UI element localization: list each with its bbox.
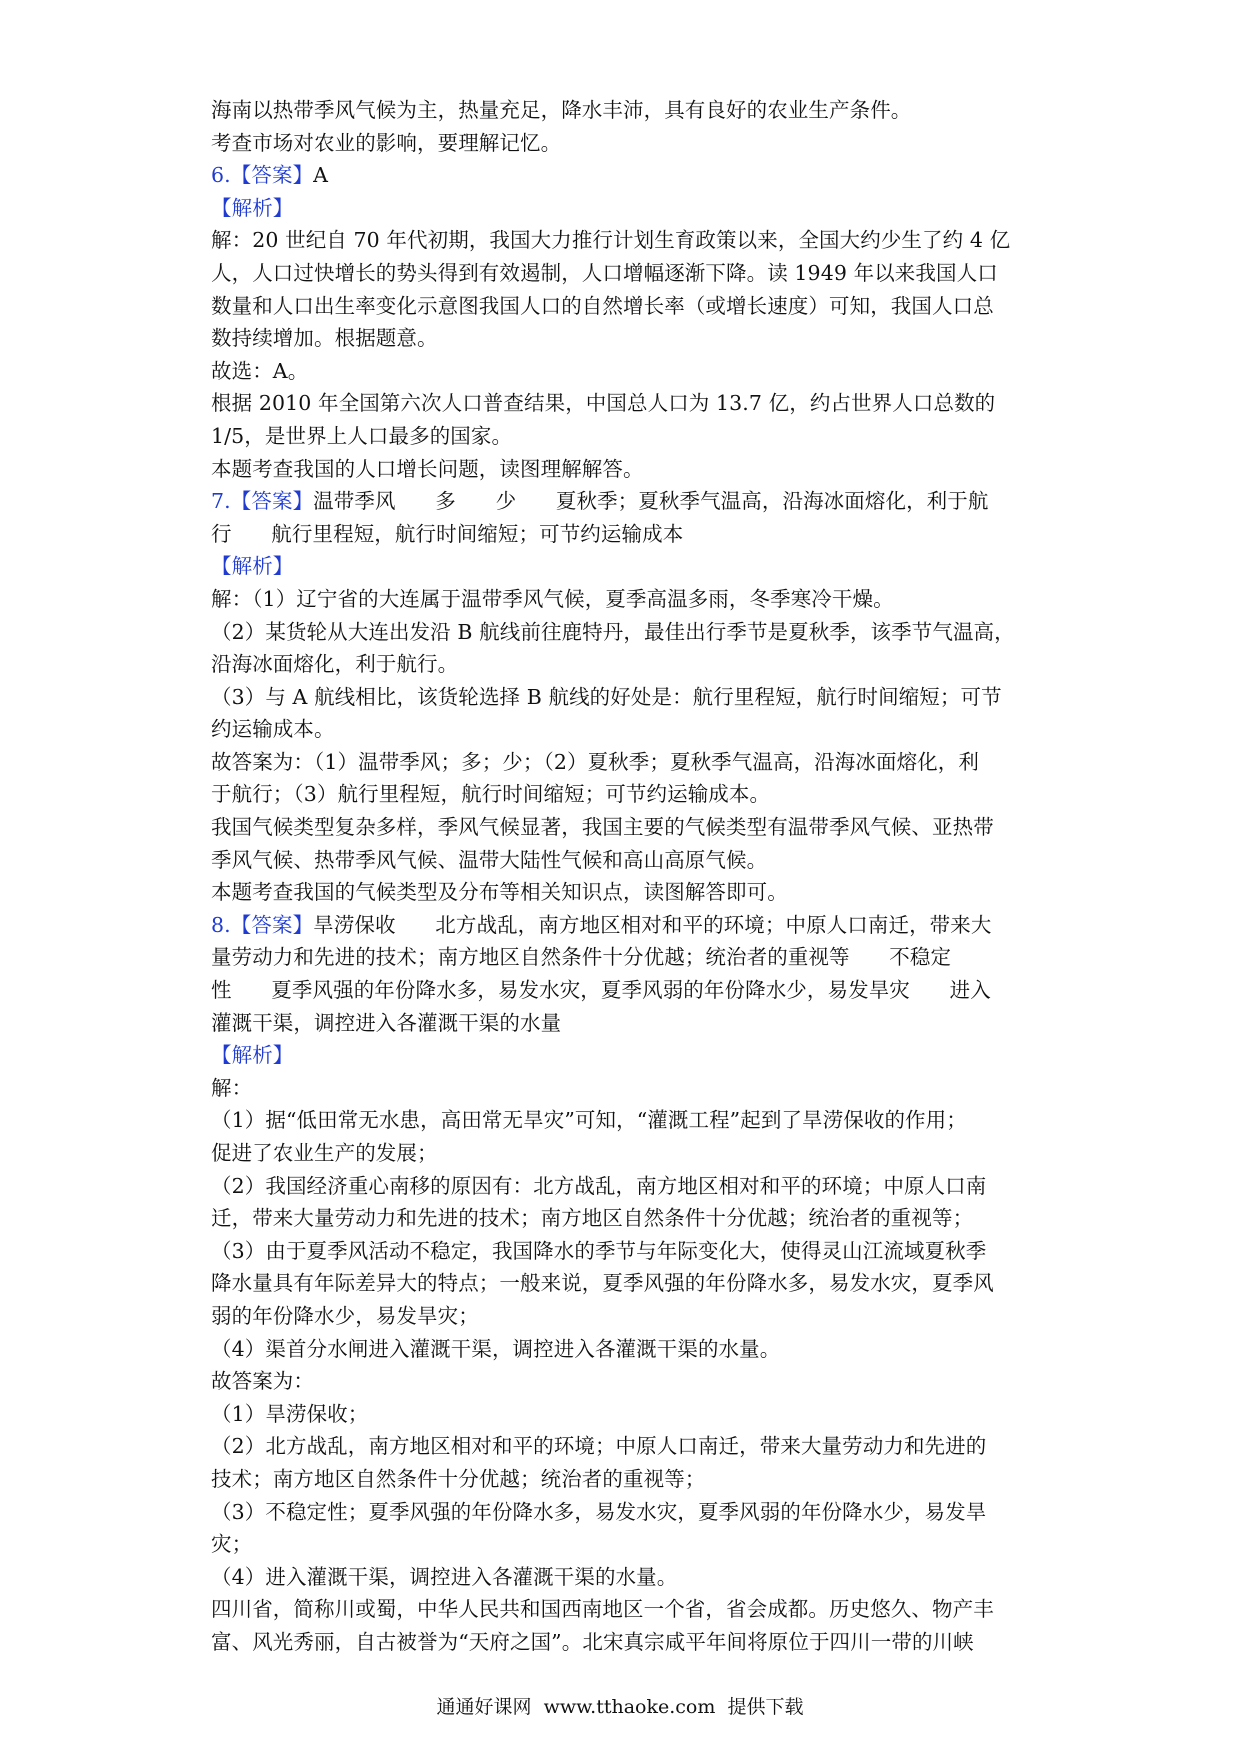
text-line: （4）渠首分水闸进入灌溉干渠，调控进入各灌溉干渠的水量。 (211, 1336, 781, 1361)
text-line: 行 航行里程短，航行时间缩短；可节约运输成本 (211, 521, 684, 546)
text-line: 富、风光秀丽，自古被誉为“天府之国”。北宋真宗咸平年间将原位于四川一带的川峡 (211, 1629, 974, 1654)
text-line: 降水量具有年际差异大的特点；一般来说，夏季风强的年份降水多，易发水灾，夏季风 (211, 1271, 994, 1296)
text-line: 根据 2010 年全国第六次人口普查结果，中国总人口为 13.7 亿，约占世界人口总数的 (211, 391, 996, 416)
answer-text: 旱涝保收 北方战乱，南方地区相对和平的环境；中原人口南迁，带来大 (313, 912, 992, 937)
text-line: 解：20 世纪自 70 年代初期，我国大力推行计划生育政策以来，全国大约少生了约 4 亿 (211, 228, 1011, 253)
text-line: 我国气候类型复杂多样，季风气候显著，我国主要的气候类型有温带季风气候、亚热带 (211, 815, 994, 840)
answer-tag: 【答案】 (230, 489, 314, 514)
text-line: 数持续增加。根据题意。 (211, 326, 438, 351)
text-line (211, 159, 1041, 192)
text-line: 灾； (211, 1532, 253, 1557)
text-line: 故选：A。 (211, 358, 309, 383)
text-line: 季风气候、热带季风气候、温带大陆性气候和高山高原气候。 (211, 847, 768, 872)
text-line: （3）与 A 航线相比，该货轮选择 B 航线的好处是：航行里程短，航行时间缩短；可节 (211, 684, 1002, 709)
text-line (211, 1039, 1041, 1072)
text-line: 故答案为：（1）温带季风；多；少；（2）夏秋季；夏秋季气温高，沿海冰面熔化，利 (211, 749, 979, 774)
text-line: 本题考查我国的气候类型及分布等相关知识点，读图解答即可。 (211, 880, 788, 905)
text-line: （3）由于夏季风活动不稳定，我国降水的季节与年际变化大，使得灵山江流域夏秋季 (211, 1238, 987, 1263)
text-line: 本题考查我国的人口增长问题，读图理解解答。 (211, 456, 644, 481)
question-number: 6. (211, 163, 231, 188)
answer-tag: 【答案】 (230, 163, 314, 188)
text-line: 迁，带来大量劳动力和先进的技术；南方地区自然条件十分优越；统治者的重视等； (211, 1206, 974, 1231)
document-body (211, 94, 1041, 1659)
text-line: （3）不稳定性；夏季风强的年份降水多，易发水灾，夏季风弱的年份降水少，易发旱 (211, 1499, 987, 1524)
text-line: 灌溉干渠，调控进入各灌溉干渠的水量 (211, 1010, 562, 1035)
text-line: 考查市场对农业的影响，要理解记忆。 (211, 130, 562, 155)
text-line: （1）旱涝保收； (211, 1401, 369, 1426)
text-line: 海南以热带季风气候为主，热量充足，降水丰沛，具有良好的农业生产条件。 (211, 98, 912, 122)
text-line: 促进了农业生产的发展； (211, 1141, 438, 1165)
text-line: 故答案为： (211, 1369, 314, 1394)
text-line: 性 夏季风强的年份降水多，易发水灾，夏季风弱的年份降水少，易发旱灾 进入 (211, 978, 991, 1003)
text-line (211, 485, 1041, 518)
analysis-tag: 【解析】 (211, 554, 294, 579)
text-line: 技术；南方地区自然条件十分优越；统治者的重视等； (211, 1466, 706, 1491)
text-line: （4）进入灌溉干渠，调控进入各灌溉干渠的水量。 (211, 1564, 678, 1589)
footer-url[interactable]: www.tthaoke.com (543, 1696, 716, 1718)
text-line: 约运输成本。 (211, 717, 335, 742)
text-line: 解：（1）辽宁省的大连属于温带季风气候，夏季高温多雨，冬季寒冷干燥。 (211, 586, 894, 611)
page-footer (0, 1692, 1240, 1719)
answer-text: 温带季风 多 少 夏秋季；夏秋季气温高，沿海冰面熔化，利于航 (313, 489, 989, 514)
footer-site-name: 通通好课网 (436, 1696, 532, 1718)
footer-suffix: 提供下载 (727, 1696, 804, 1718)
text-line (211, 550, 1041, 583)
text-line: 量劳动力和先进的技术；南方地区自然条件十分优越；统治者的重视等 不稳定 (211, 945, 952, 970)
text-line: 四川省，简称川或蜀，中华人民共和国西南地区一个省，省会成都。历史悠久、物产丰 (211, 1597, 994, 1622)
text-line: 解： (211, 1075, 253, 1100)
answer-tag: 【答案】 (230, 912, 314, 937)
text-line: （1）据“低田常无水患，高田常无旱灾”可知，“灌溉工程”起到了旱涝保收的作用； (211, 1108, 967, 1133)
text-line: 于航行；（3）航行里程短，航行时间缩短；可节约运输成本。 (211, 782, 771, 807)
text-line: 沿海冰面熔化，利于航行。 (211, 652, 459, 677)
text-line: （2）北方战乱，南方地区相对和平的环境；中原人口南迁，带来大量劳动力和先进的 (211, 1434, 987, 1459)
question-number: 7. (211, 489, 231, 514)
question-number: 8. (211, 912, 231, 937)
text-line: 1/5，是世界上人口最多的国家。 (211, 423, 513, 448)
answer-text: A (313, 163, 329, 188)
text-line: （2）某货轮从大连出发沿 B 航线前往鹿特丹，最佳出行季节是夏秋季，该季节气温高， (211, 619, 1015, 644)
text-line: 人，人口过快增长的势头得到有效遏制，人口增幅逐渐下降。读 1949 年以来我国人口 (211, 260, 998, 285)
analysis-tag: 【解析】 (211, 1043, 294, 1068)
text-line (211, 909, 1041, 942)
text-line: 数量和人口出生率变化示意图我国人口的自然增长率（或增长速度）可知，我国人口总 (211, 293, 994, 318)
text-line (211, 192, 1041, 225)
analysis-tag: 【解析】 (211, 195, 294, 220)
text-line: （2）我国经济重心南移的原因有：北方战乱，南方地区相对和平的环境；中原人口南 (211, 1173, 987, 1198)
text-line: 弱的年份降水少，易发旱灾； (211, 1303, 479, 1328)
